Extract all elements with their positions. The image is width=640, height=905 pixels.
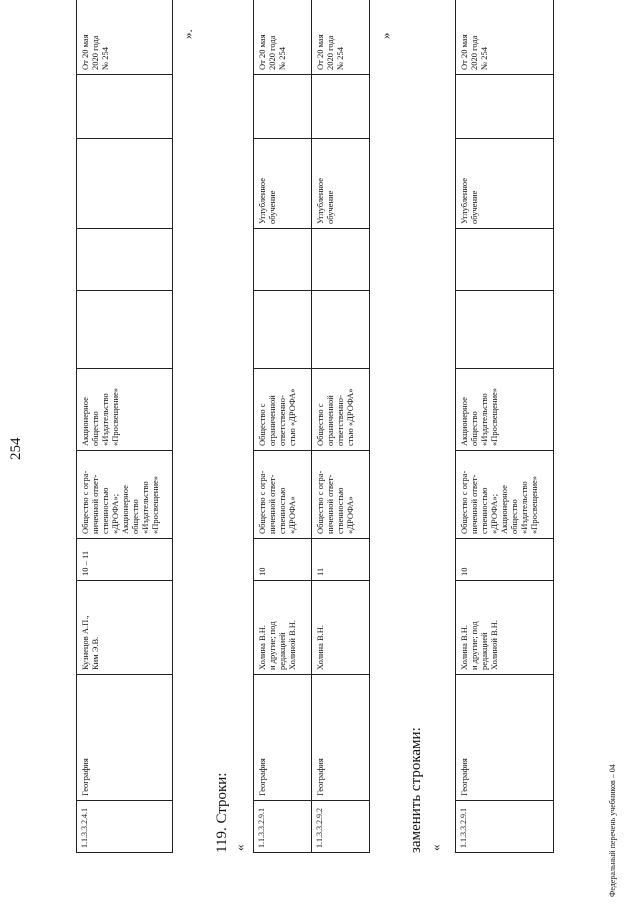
- cell-date: От 20 мая 2020 года № 254: [312, 0, 370, 75]
- cell-subject: География: [456, 675, 554, 801]
- table-row: [456, 0, 554, 853]
- cell-subject: География: [312, 675, 370, 801]
- opening-quote: «: [232, 844, 247, 851]
- cell-successor: Акционерное общество «Издательство «Просвещение»: [77, 369, 173, 451]
- cell-note: [456, 75, 554, 139]
- table-fragment-2: [253, 0, 370, 853]
- cell-authors: Кузнецов А.П., Ким Э.В.: [77, 581, 173, 675]
- table-fragment-3: [455, 0, 554, 853]
- opening-quote: «: [428, 844, 443, 851]
- cell-subject: География: [254, 675, 312, 801]
- cell-authors: Холина В.Н. и другие; под редакцией Холиной В.Н.: [456, 581, 554, 675]
- cell-grade: 10: [254, 539, 312, 581]
- cell-grade: 10: [456, 539, 554, 581]
- cell-code: 1.1.3.3.2.9.1: [254, 801, 312, 853]
- cell-date: От 20 мая 2020 года № 254: [77, 0, 173, 75]
- cell-level: Углубленное обучение: [254, 139, 312, 229]
- cell-code: 1.1.3.3.2.9.2: [312, 801, 370, 853]
- cell-authors: Холина В.Н. и другие; под редакцией Холиной В.Н.: [254, 581, 312, 675]
- cell-empty: [456, 229, 554, 291]
- cell-note: [254, 75, 312, 139]
- cell-empty: [312, 229, 370, 291]
- cell-empty: [456, 291, 554, 369]
- cell-empty: [77, 229, 173, 291]
- section-heading: заменить строками:: [408, 727, 424, 853]
- cell-level: Углубленное обучение: [456, 139, 554, 229]
- cell-note: [77, 75, 173, 139]
- cell-empty: [77, 291, 173, 369]
- cell-publisher: Общество с огра- ниченной ответ- ственностью «ДРОФА»: [312, 451, 370, 539]
- page-footer: Федеральный перечень учебников – 04: [608, 764, 617, 897]
- cell-subject: География: [77, 675, 173, 801]
- cell-level: Углубленное обучение: [312, 139, 370, 229]
- cell-code: 1.1.3.3.2.4.1: [77, 801, 173, 853]
- cell-date: От 20 мая 2020 года № 254: [254, 0, 312, 75]
- cell-successor: Общество с ограниченной ответственно- стью «ДРОФА»: [312, 369, 370, 451]
- cell-code: 1.1.3.3.2.9.1: [456, 801, 554, 853]
- table-row: [77, 0, 173, 853]
- table-row: [254, 0, 312, 853]
- cell-successor: Акционерное общество «Издательство «Просвещение»: [456, 369, 554, 451]
- closing-quote: ».: [180, 29, 195, 39]
- cell-publisher: Общество с огра- ниченной ответ- ственностью «ДРОФА»; Акционерное общество «Издательство «Просвещение»: [456, 451, 554, 539]
- cell-level: [77, 139, 173, 229]
- table-row: [312, 0, 370, 853]
- cell-grade: 11: [312, 539, 370, 581]
- cell-grade: 10 – 11: [77, 539, 173, 581]
- cell-empty: [312, 291, 370, 369]
- cell-publisher: Общество с огра- ниченной ответ- ственностью «ДРОФА»; Акционерное общество «Издательство «Просвещение»: [77, 451, 173, 539]
- cell-publisher: Общество с огра- ниченной ответ- ственностью «ДРОФА»: [254, 451, 312, 539]
- page-number: 254: [8, 437, 24, 460]
- table-fragment-1: [76, 0, 173, 853]
- cell-date: От 20 мая 2020 года № 254: [456, 0, 554, 75]
- closing-quote: »: [378, 32, 393, 39]
- cell-successor: Общество с ограниченной ответственно- стью «ДРОФА»: [254, 369, 312, 451]
- cell-empty: [254, 229, 312, 291]
- section-heading: 119. Строки:: [214, 772, 230, 853]
- cell-empty: [254, 291, 312, 369]
- cell-authors: Холина В.Н.: [312, 581, 370, 675]
- cell-note: [312, 75, 370, 139]
